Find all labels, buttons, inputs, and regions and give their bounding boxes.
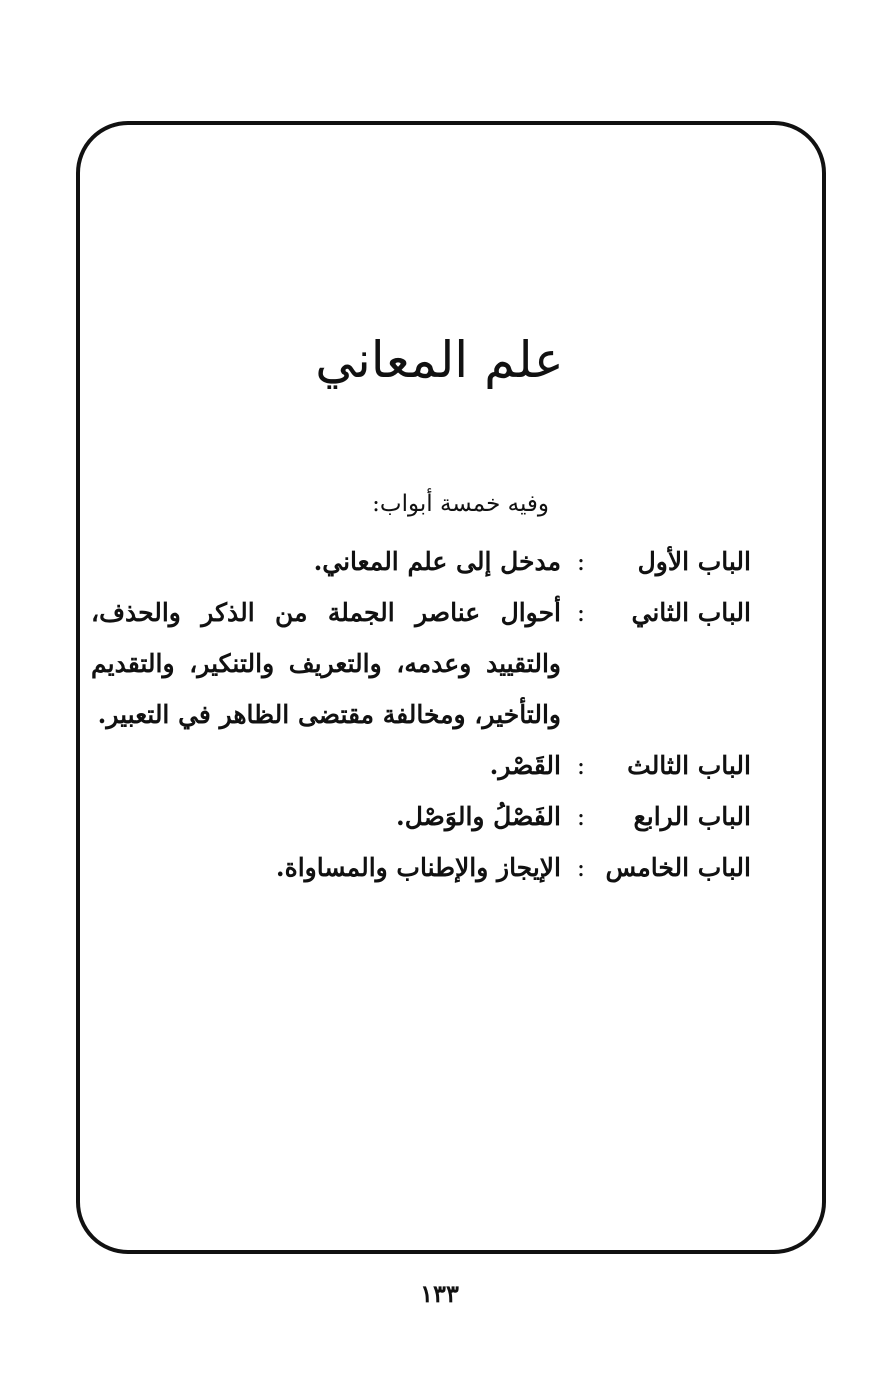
chapter-colon: :: [576, 547, 586, 576]
page-title: علم المعاني: [315, 331, 564, 389]
chapter-label: الباب الأول: [637, 547, 751, 576]
chapter-description: أحوال عناصر الجملة من الذكر والحذف، والتقييد وعدمه، والتعريف والتنكير، والتقديم والتأخير، ومخالفة مقتضى الظاهر في التعبير.: [91, 598, 561, 729]
chapter-description: الإيجاز والإطناب والمساواة.: [275, 853, 561, 882]
page-number: ١٣٣: [420, 1279, 459, 1308]
chapter-item-5: [71, 842, 751, 893]
chapter-list: [71, 536, 751, 893]
chapter-colon: :: [576, 598, 586, 627]
chapter-description: القَصْر.: [489, 751, 561, 780]
chapter-item-1: [71, 536, 751, 587]
chapter-item-3: [71, 740, 751, 791]
chapter-colon: :: [576, 751, 586, 780]
chapter-label: الباب الخامس: [605, 853, 751, 882]
intro-text: وفيه خمسة أبواب:: [372, 491, 549, 517]
chapter-description: الفَصْلُ والوَصْل.: [396, 802, 561, 831]
chapter-description: مدخل إلى علم المعاني.: [313, 547, 561, 576]
chapter-label: الباب الثالث: [627, 751, 751, 780]
chapter-colon: :: [576, 802, 586, 831]
chapter-label: الباب الرابع: [633, 802, 751, 831]
chapter-item-2: [71, 587, 751, 740]
chapter-item-4: [71, 791, 751, 842]
chapter-label: الباب الثاني: [631, 598, 751, 627]
chapter-colon: :: [576, 853, 586, 882]
